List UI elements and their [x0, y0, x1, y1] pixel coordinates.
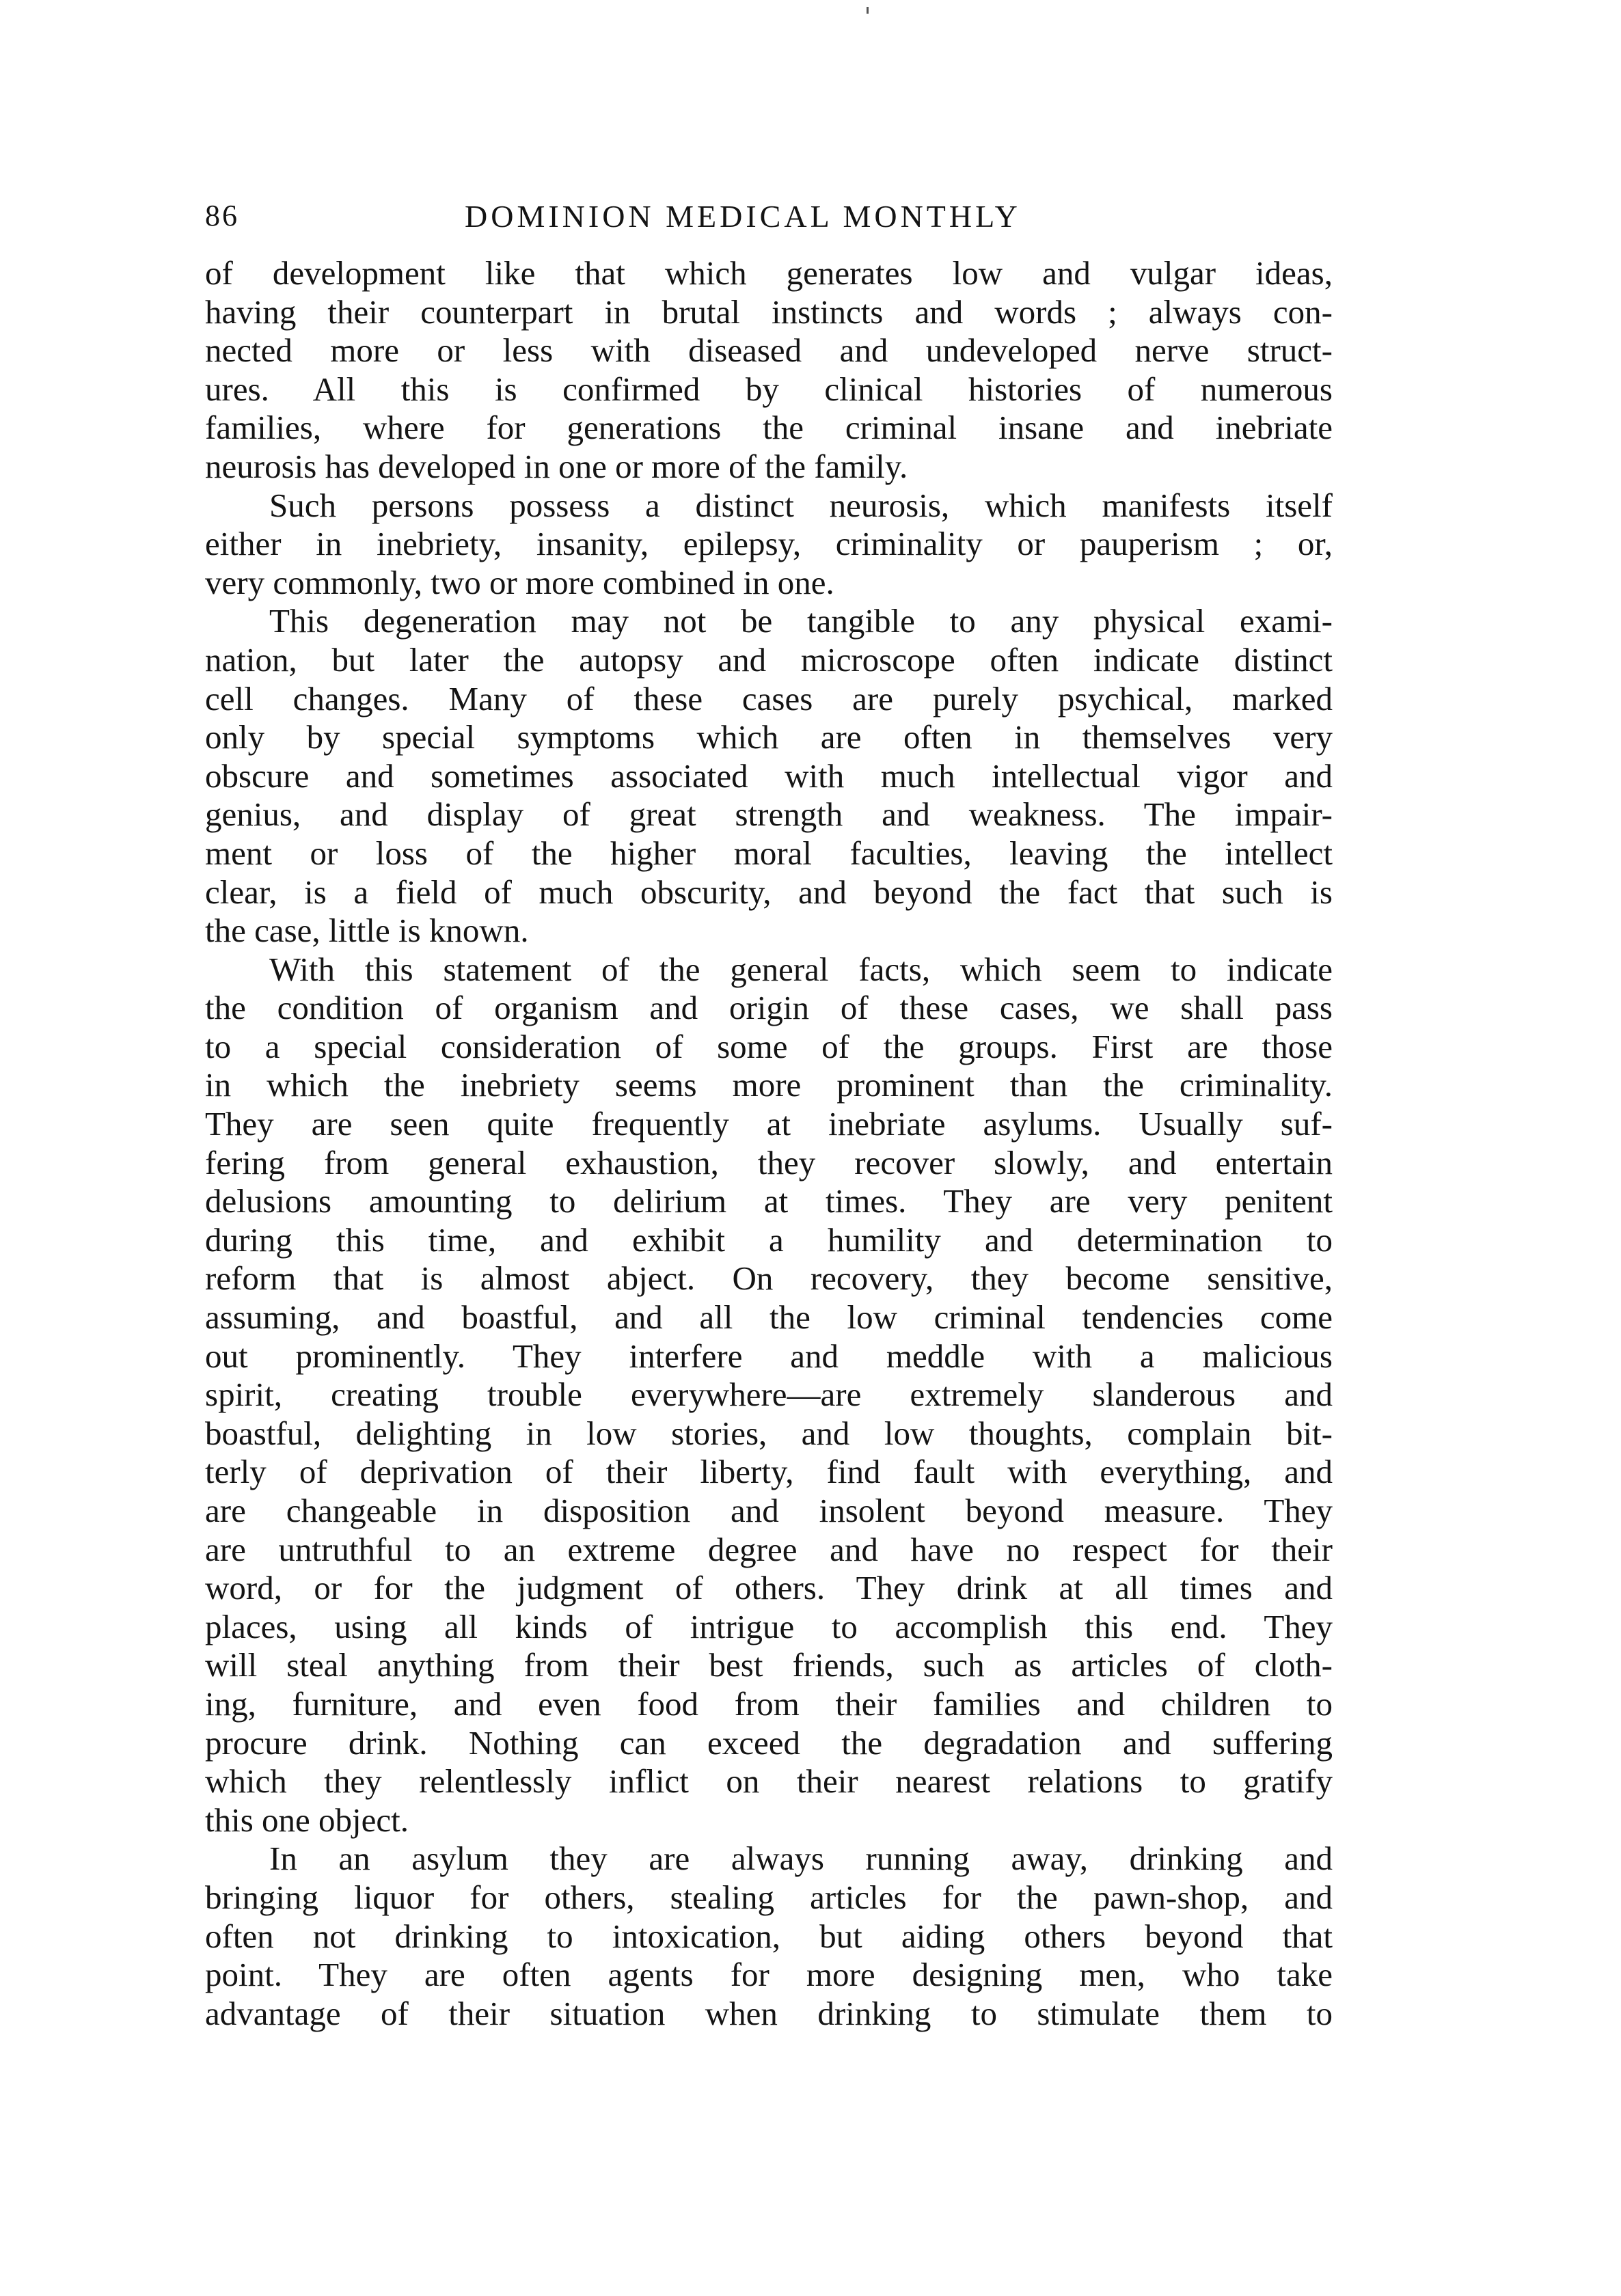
journal-title: DOMINION MEDICAL MONTHLY	[465, 199, 1021, 234]
text-line: Such persons possess a distinct neurosis, which manifests itself	[269, 486, 1333, 524]
text-line: delusions amounting to delirium at times. They are very penitent	[205, 1182, 1333, 1220]
text-line: out prominently. They interfere and meddle with a malicious	[205, 1337, 1333, 1375]
text-line: to a special consideration of some of the groups. First are those	[205, 1027, 1333, 1065]
text-line: procure drink. Nothing can exceed the degradation and suffering	[205, 1723, 1333, 1762]
page-number: 86	[205, 199, 239, 232]
text-line: ures. All this is confirmed by clinical histories of numerous	[205, 370, 1333, 408]
text-line: in which the inebriety seems more prominent than the criminality.	[205, 1066, 1333, 1104]
text-line: of development like that which generates low and vulgar ideas,	[205, 254, 1333, 292]
text-line: the case, little is known.	[205, 912, 529, 950]
text-line: neurosis has developed in one or more of the family.	[205, 447, 908, 485]
text-line: With this statement of the general facts, which seem to indicate	[269, 950, 1333, 988]
text-line: spirit, creating trouble everywhere—are extremely slanderous and	[205, 1376, 1333, 1414]
text-line: In an asylum they are always running away, drinking and	[269, 1840, 1333, 1878]
running-head	[205, 198, 1333, 246]
text-line: places, using all kinds of intrigue to accomplish this end. They	[205, 1607, 1333, 1645]
text-line: clear, is a field of much obscurity, and beyond the fact that such is	[205, 873, 1333, 911]
text-line: reform that is almost abject. On recovery, they become sensitive,	[205, 1259, 1333, 1298]
text-line: are changeable in disposition and insolent beyond measure. They	[205, 1492, 1333, 1529]
text-line: either in inebriety, insanity, epilepsy, criminality or pauperism ; or,	[205, 525, 1333, 563]
text-line: assuming, and boastful, and all the low criminal tendencies come	[205, 1298, 1333, 1337]
text-line: ment or loss of the higher moral faculties, leaving the intellect	[205, 834, 1333, 872]
text-line: will steal anything from their best friends, such as articles of cloth-	[205, 1646, 1333, 1684]
print-speck	[867, 7, 869, 14]
text-line: This degeneration may not be tangible to any physical exami-	[269, 602, 1333, 640]
text-line: during this time, and exhibit a humility and determination to	[205, 1220, 1333, 1259]
text-line: often not drinking to intoxication, but aiding others beyond that	[205, 1917, 1333, 1955]
text-line: They are seen quite frequently at inebriate asylums. Usually suf-	[205, 1105, 1333, 1143]
text-line: nation, but later the autopsy and microscope often indicate distinct	[205, 640, 1333, 679]
text-line: genius, and display of great strength and weakness. The impair-	[205, 795, 1333, 834]
text-line: nected more or less with diseased and undeveloped nerve struct-	[205, 331, 1333, 370]
text-line: point. They are often agents for more designing men, who take	[205, 1956, 1333, 1994]
text-line: this one object.	[205, 1801, 409, 1839]
text-line: bringing liquor for others, stealing articles for the pawn-shop, and	[205, 1878, 1333, 1916]
text-line: only by special symptoms which are often in themselves very	[205, 718, 1333, 756]
text-line: advantage of their situation when drinking to stimulate them to	[205, 1994, 1333, 2032]
text-line: cell changes. Many of these cases are purely psychical, marked	[205, 679, 1333, 718]
text-line: terly of deprivation of their liberty, find fault with everything, and	[205, 1453, 1333, 1491]
text-line: having their counterpart in brutal instincts and words ; always con-	[205, 292, 1333, 331]
text-line: ing, furniture, and even food from their families and children to	[205, 1684, 1333, 1723]
body-text	[205, 254, 1333, 2033]
text-line: which they relentlessly inflict on their nearest relations to gratify	[205, 1762, 1333, 1801]
text-line: are untruthful to an extreme degree and have no respect for their	[205, 1530, 1333, 1568]
text-line: families, where for generations the criminal insane and inebriate	[205, 409, 1333, 447]
text-line: very commonly, two or more combined in one.	[205, 563, 834, 601]
text-line: boastful, delighting in low stories, and low thoughts, complain bit-	[205, 1414, 1333, 1452]
text-line: the condition of organism and origin of these cases, we shall pass	[205, 989, 1333, 1027]
text-line: fering from general exhaustion, they recover slowly, and entertain	[205, 1143, 1333, 1181]
text-line: word, or for the judgment of others. They drink at all times and	[205, 1569, 1333, 1607]
text-line: obscure and sometimes associated with much intellectual vigor and	[205, 756, 1333, 795]
